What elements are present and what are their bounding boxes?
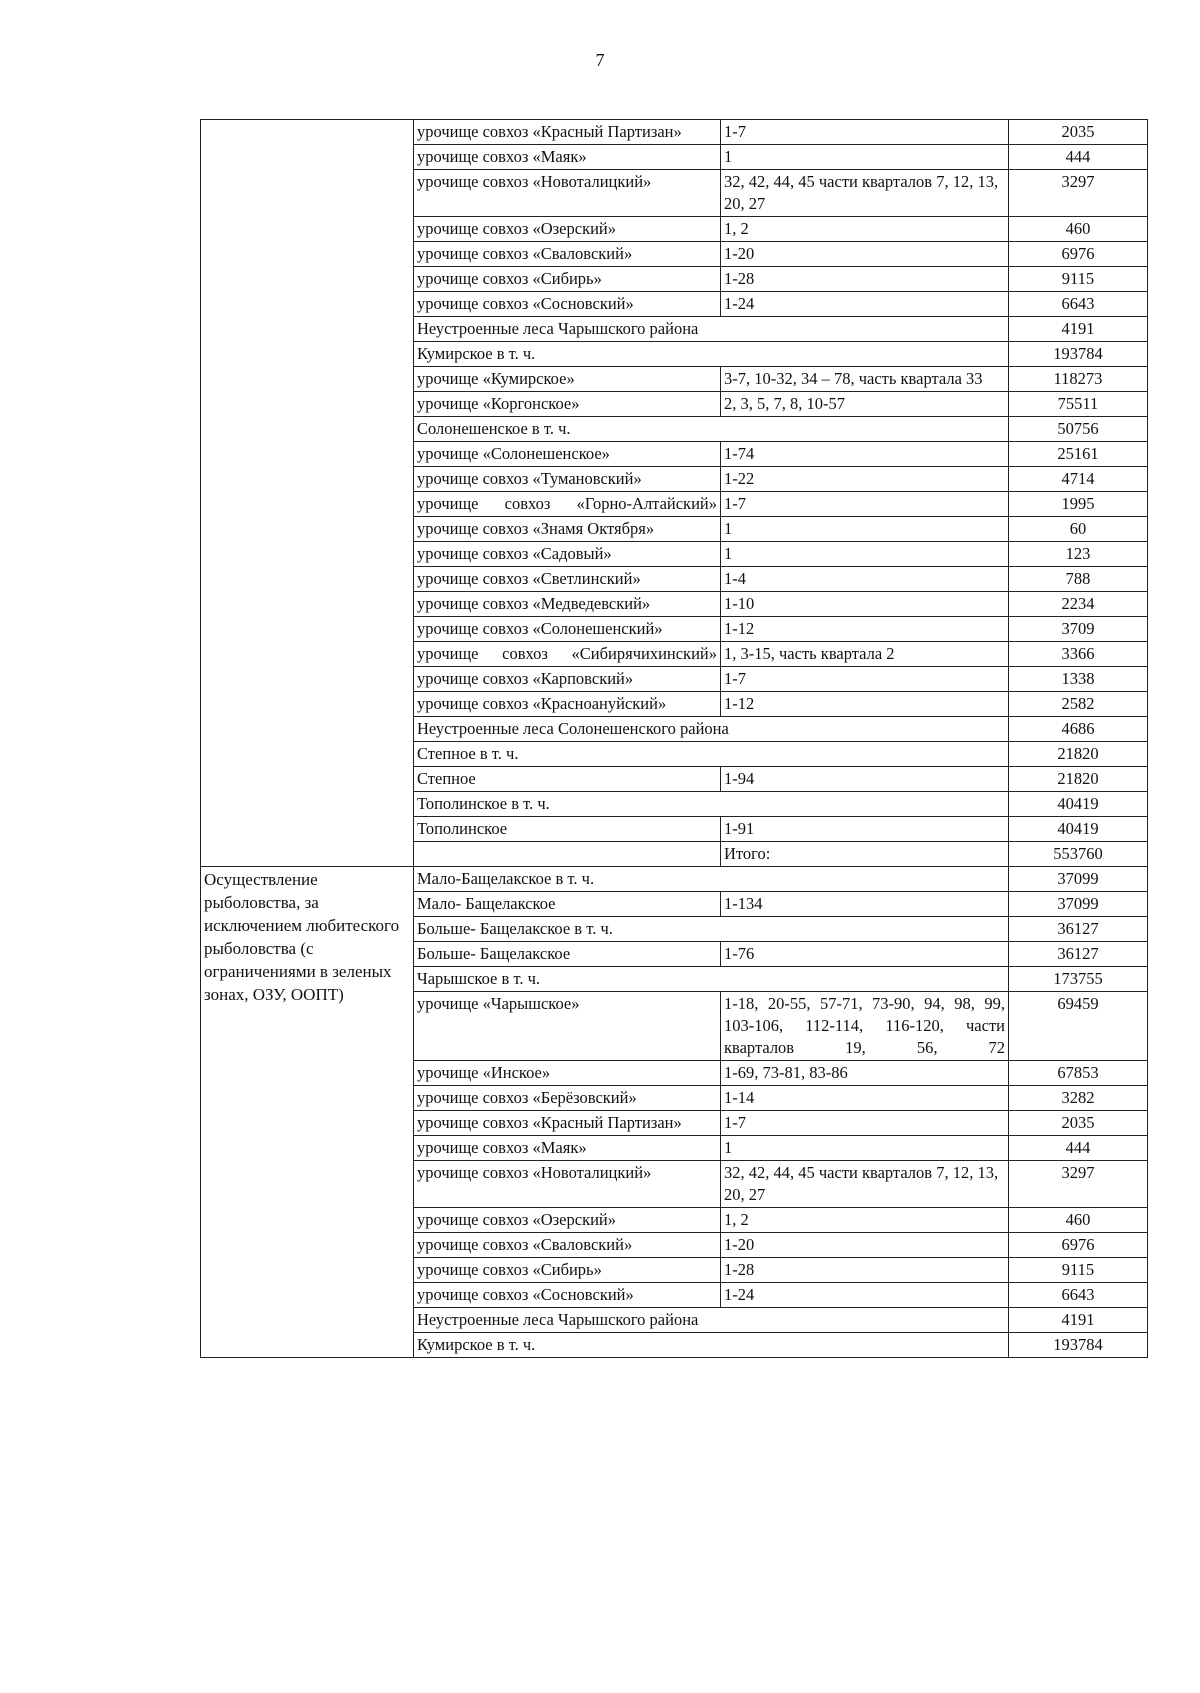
quarters-cell: 1-12 (721, 692, 1009, 717)
area-cell: 36127 (1009, 917, 1148, 942)
forest-name-cell: урочище совхоз «Сосновский» (414, 292, 721, 317)
area-cell: 4714 (1009, 467, 1148, 492)
forest-name-cell: урочище совхоз «Маяк» (414, 1136, 721, 1161)
area-cell: 3282 (1009, 1086, 1148, 1111)
area-cell: 36127 (1009, 942, 1148, 967)
quarters-cell: 1-10 (721, 592, 1009, 617)
forest-name-cell: урочище совхоз «Сваловский» (414, 242, 721, 267)
forest-name-cell: урочище совхоз «Сибирячихинский» (414, 642, 721, 667)
forest-name-cell: урочище совхоз «Красный Партизан» (414, 1111, 721, 1136)
forest-name-cell: урочище совхоз «Красный Партизан» (414, 120, 721, 145)
area-cell: 21820 (1009, 767, 1148, 792)
quarters-cell: 1-24 (721, 292, 1009, 317)
quarters-cell: 1-22 (721, 467, 1009, 492)
quarters-cell: 1-4 (721, 567, 1009, 592)
forest-name-cell: Солонешенское в т. ч. (414, 417, 1009, 442)
forest-name-cell: Неустроенные леса Чарышского района (414, 317, 1009, 342)
forest-name-cell: урочище совхоз «Берёзовский» (414, 1086, 721, 1111)
area-cell: 75511 (1009, 392, 1148, 417)
area-cell: 6643 (1009, 292, 1148, 317)
quarters-cell: 1-7 (721, 492, 1009, 517)
quarters-cell: 1-20 (721, 242, 1009, 267)
area-cell: 123 (1009, 542, 1148, 567)
forest-areas-table (200, 119, 1148, 1358)
forest-name-cell: урочище совхоз «Знамя Октября» (414, 517, 721, 542)
forest-name-cell: урочище совхоз «Светлинский» (414, 567, 721, 592)
area-cell: 118273 (1009, 367, 1148, 392)
forest-name-cell: урочище совхоз «Сваловский» (414, 1233, 721, 1258)
area-cell: 4191 (1009, 1308, 1148, 1333)
area-cell: 460 (1009, 1208, 1148, 1233)
quarters-cell: 32, 42, 44, 45 части кварталов 7, 12, 13, 20, 27 (721, 170, 1009, 217)
area-cell: 173755 (1009, 967, 1148, 992)
quarters-cell: 1-20 (721, 1233, 1009, 1258)
area-cell: 3297 (1009, 170, 1148, 217)
area-cell: 37099 (1009, 867, 1148, 892)
forest-name-cell: Чарышское в т. ч. (414, 967, 1009, 992)
area-cell: 69459 (1009, 992, 1148, 1061)
quarters-cell: 1-7 (721, 667, 1009, 692)
area-cell: 2035 (1009, 1111, 1148, 1136)
area-cell: 193784 (1009, 1333, 1148, 1358)
forest-name-cell: Кумирское в т. ч. (414, 342, 1009, 367)
area-cell: 6976 (1009, 1233, 1148, 1258)
area-cell: 3709 (1009, 617, 1148, 642)
quarters-cell: 1, 3-15, часть квартала 2 (721, 642, 1009, 667)
area-cell: 2582 (1009, 692, 1148, 717)
table-body (201, 120, 1148, 1358)
area-cell: 444 (1009, 145, 1148, 170)
forest-name-cell: урочище «Инское» (414, 1061, 721, 1086)
area-cell: 1338 (1009, 667, 1148, 692)
quarters-cell: 1-74 (721, 442, 1009, 467)
forest-name-cell: урочище «Коргонское» (414, 392, 721, 417)
quarters-cell: 2, 3, 5, 7, 8, 10-57 (721, 392, 1009, 417)
forest-name-cell: урочище совхоз «Карповский» (414, 667, 721, 692)
forest-name-cell: Больше- Бащелакское (414, 942, 721, 967)
quarters-cell: 1 (721, 542, 1009, 567)
area-cell: 4191 (1009, 317, 1148, 342)
area-cell: 60 (1009, 517, 1148, 542)
forest-name-cell: Больше- Бащелакское в т. ч. (414, 917, 1009, 942)
forest-name-cell: Степное в т. ч. (414, 742, 1009, 767)
forest-name-cell: урочище совхоз «Сибирь» (414, 1258, 721, 1283)
area-cell: 40419 (1009, 792, 1148, 817)
forest-name-cell: урочище совхоз «Озерский» (414, 1208, 721, 1233)
area-cell: 444 (1009, 1136, 1148, 1161)
quarters-cell: 1-12 (721, 617, 1009, 642)
page-number: 7 (595, 50, 605, 70)
quarters-cell: 1, 2 (721, 1208, 1009, 1233)
quarters-cell: 1-28 (721, 1258, 1009, 1283)
area-cell: 3297 (1009, 1161, 1148, 1208)
forest-name-cell: Неустроенные леса Солонешенского района (414, 717, 1009, 742)
quarters-cell: 1-14 (721, 1086, 1009, 1111)
area-cell: 37099 (1009, 892, 1148, 917)
forest-name-cell: урочище совхоз «Сосновский» (414, 1283, 721, 1308)
quarters-cell: 1-69, 73-81, 83-86 (721, 1061, 1009, 1086)
forest-name-cell: Мало- Бащелакское (414, 892, 721, 917)
forest-name-cell (414, 842, 721, 867)
area-cell: 40419 (1009, 817, 1148, 842)
forest-name-cell: урочище «Чарышское» (414, 992, 721, 1061)
quarters-cell: 1 (721, 1136, 1009, 1161)
forest-name-cell: урочище совхоз «Садовый» (414, 542, 721, 567)
area-cell: 3366 (1009, 642, 1148, 667)
area-cell: 553760 (1009, 842, 1148, 867)
area-cell: 4686 (1009, 717, 1148, 742)
forest-name-cell: урочище совхоз «Новоталицкий» (414, 1161, 721, 1208)
area-cell: 1995 (1009, 492, 1148, 517)
forest-name-cell: урочище «Солонешенское» (414, 442, 721, 467)
quarters-cell: 1-18, 20-55, 57-71, 73-90, 94, 98, 99, 103-106, 112-114, 116-120, части кварталов 19, 56, 72 (721, 992, 1009, 1061)
area-cell: 788 (1009, 567, 1148, 592)
quarters-cell: 1-91 (721, 817, 1009, 842)
quarters-cell: 1-24 (721, 1283, 1009, 1308)
quarters-cell: 32, 42, 44, 45 части кварталов 7, 12, 13, 20, 27 (721, 1161, 1009, 1208)
quarters-cell: 1-28 (721, 267, 1009, 292)
area-cell: 67853 (1009, 1061, 1148, 1086)
table-row (201, 120, 1148, 145)
forest-name-cell: Мало-Бащелакское в т. ч. (414, 867, 1009, 892)
forest-name-cell: Тополинское (414, 817, 721, 842)
quarters-cell: 1, 2 (721, 217, 1009, 242)
quarters-cell: 3-7, 10-32, 34 – 78, часть квартала 33 (721, 367, 1009, 392)
area-cell: 460 (1009, 217, 1148, 242)
area-cell: 50756 (1009, 417, 1148, 442)
quarters-cell: 1 (721, 145, 1009, 170)
area-cell: 6976 (1009, 242, 1148, 267)
forest-name-cell: урочище совхоз «Горно-Алтайский» (414, 492, 721, 517)
activity-cell (201, 120, 414, 867)
area-cell: 25161 (1009, 442, 1148, 467)
quarters-cell: 1-7 (721, 120, 1009, 145)
quarters-cell: 1-134 (721, 892, 1009, 917)
forest-name-cell: урочище совхоз «Новоталицкий» (414, 170, 721, 217)
forest-name-cell: урочище совхоз «Красноануйский» (414, 692, 721, 717)
forest-name-cell: урочище совхоз «Солонешенский» (414, 617, 721, 642)
quarters-cell: 1-76 (721, 942, 1009, 967)
forest-name-cell: Степное (414, 767, 721, 792)
forest-name-cell: Тополинское в т. ч. (414, 792, 1009, 817)
quarters-cell: 1 (721, 517, 1009, 542)
area-cell: 6643 (1009, 1283, 1148, 1308)
forest-name-cell: Кумирское в т. ч. (414, 1333, 1009, 1358)
area-cell: 2234 (1009, 592, 1148, 617)
forest-name-cell: урочище совхоз «Озерский» (414, 217, 721, 242)
area-cell: 9115 (1009, 267, 1148, 292)
area-cell: 21820 (1009, 742, 1148, 767)
quarters-cell: 1-7 (721, 1111, 1009, 1136)
area-cell: 9115 (1009, 1258, 1148, 1283)
activity-cell: Осуществление рыболовства, за исключением любитеского рыболовства (с ограничениями в зеленых зонах, ОЗУ, ООПТ) (201, 867, 414, 1358)
forest-name-cell: урочище совхоз «Маяк» (414, 145, 721, 170)
quarters-cell: 1-94 (721, 767, 1009, 792)
quarters-cell: Итого: (721, 842, 1009, 867)
forest-name-cell: урочище совхоз «Сибирь» (414, 267, 721, 292)
forest-name-cell: Неустроенные леса Чарышского района (414, 1308, 1009, 1333)
forest-name-cell: урочище совхоз «Тумановский» (414, 467, 721, 492)
area-cell: 193784 (1009, 342, 1148, 367)
forest-name-cell: урочище совхоз «Медведевский» (414, 592, 721, 617)
table-row (201, 867, 1148, 892)
forest-name-cell: урочище «Кумирское» (414, 367, 721, 392)
area-cell: 2035 (1009, 120, 1148, 145)
